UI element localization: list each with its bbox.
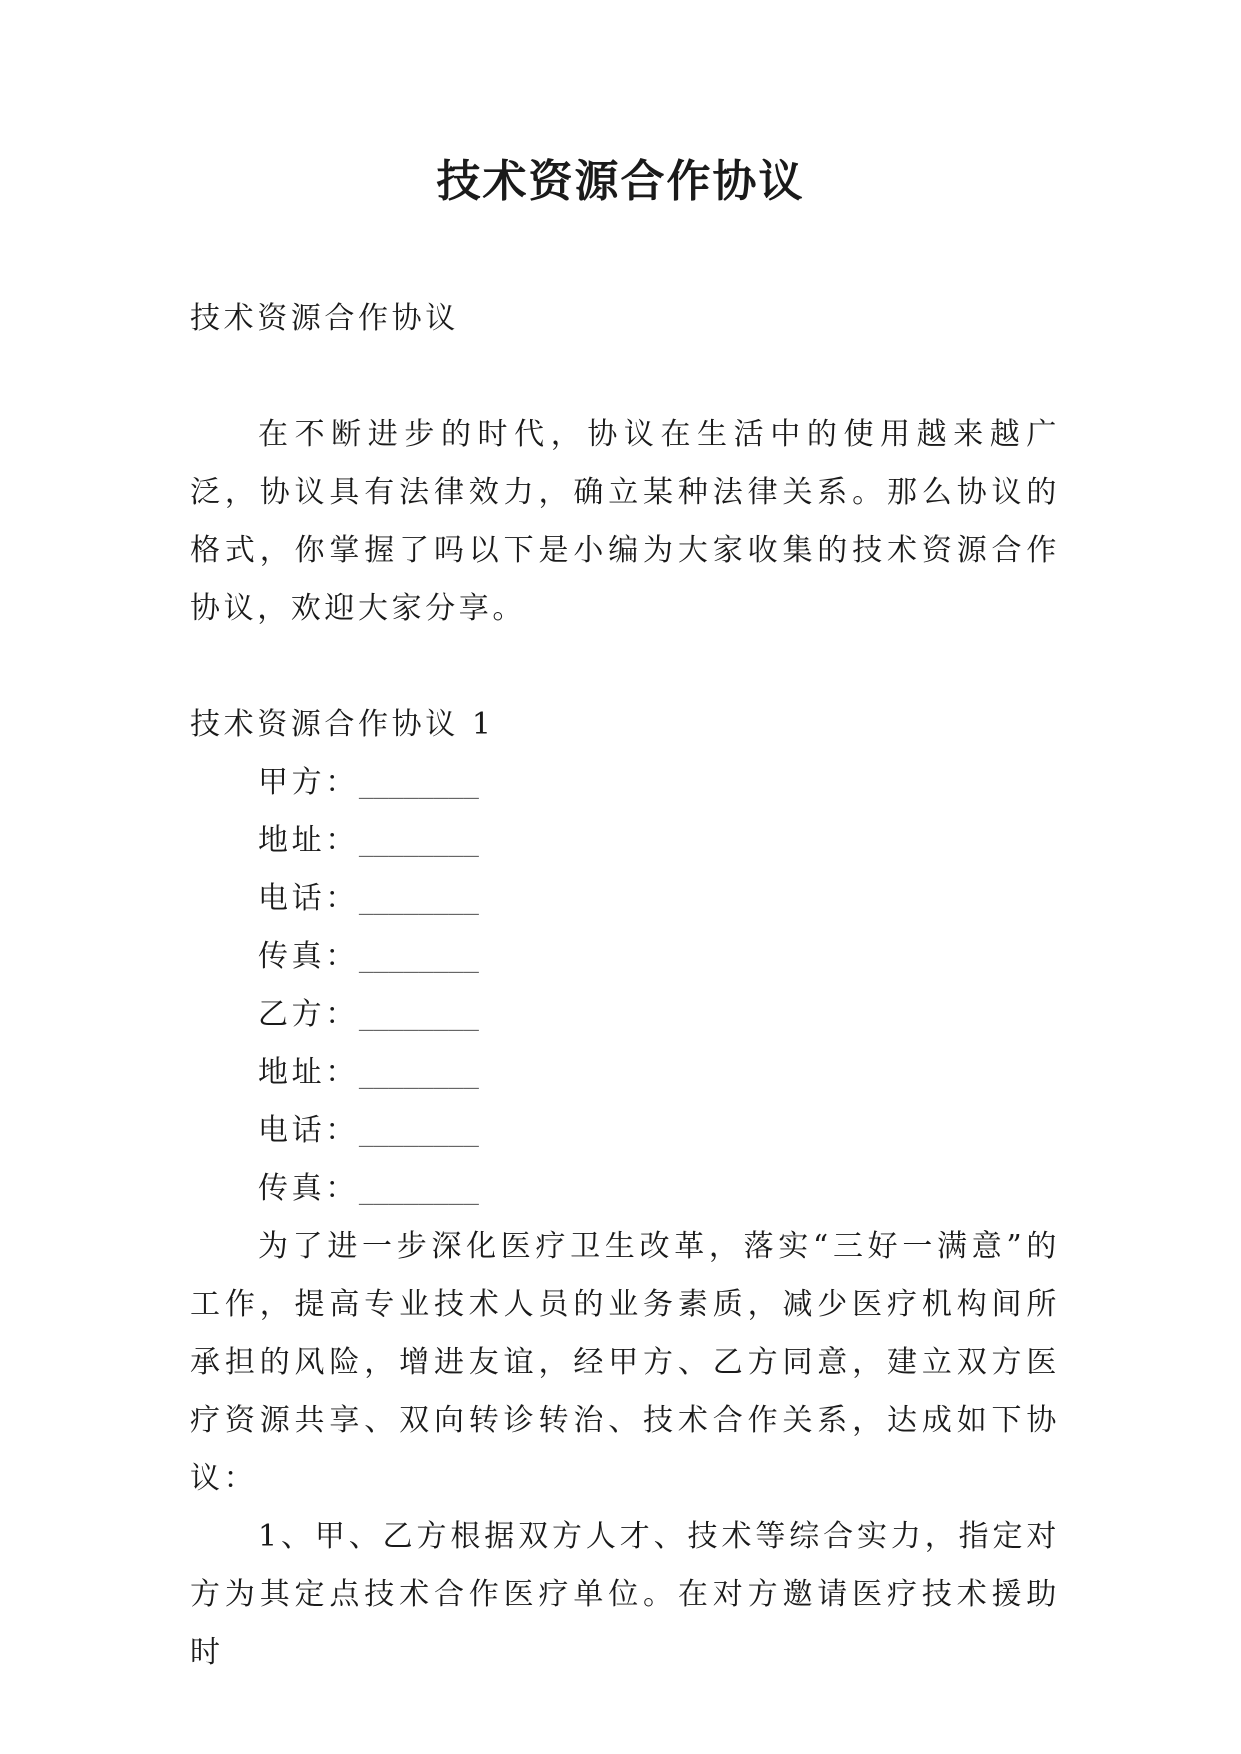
agreement-paragraph: 为了进一步深化医疗卫生改革，落实“三好一满意”的工作，提高专业技术人员的业务素质，减少医疗机构间所承担的风险，增进友谊，经甲方、乙方同意，建立双方医疗资源共享、双向转诊转治、技术合作关系，达成如下协议：	[190, 1229, 1060, 1496]
field-address-b	[190, 1044, 1060, 1102]
field-blank: ________	[358, 1171, 479, 1206]
field-blank: ________	[358, 765, 479, 800]
field-label: 传真：	[258, 1171, 359, 1206]
field-label: 地址：	[258, 823, 359, 858]
clause-1-paragraph: 1、甲、乙方根据双方人才、技术等综合实力，指定对方为其定点技术合作医疗单位。在对方邀请医疗技术援助时	[190, 1519, 1060, 1670]
field-blank: ________	[358, 881, 479, 916]
field-label: 电话：	[258, 881, 359, 916]
field-address-a	[190, 812, 1060, 870]
field-blank: ________	[358, 1113, 479, 1148]
field-phone-a	[190, 870, 1060, 928]
document-body	[190, 290, 1060, 1682]
field-fax-b	[190, 1160, 1060, 1218]
party-fields	[190, 754, 1060, 1218]
spacer	[190, 348, 1060, 406]
intro-paragraph: 在不断进步的时代，协议在生活中的使用越来越广泛，协议具有法律效力，确立某种法律关系。那么协议的格式，你掌握了吗以下是小编为大家收集的技术资源合作协议，欢迎大家分享。	[190, 417, 1060, 626]
field-party-b	[190, 986, 1060, 1044]
spacer	[190, 638, 1060, 696]
field-label: 电话：	[258, 1113, 359, 1148]
field-phone-b	[190, 1102, 1060, 1160]
field-party-a	[190, 754, 1060, 812]
field-fax-a	[190, 928, 1060, 986]
field-blank: ________	[358, 997, 479, 1032]
field-blank: ________	[358, 1055, 479, 1090]
field-blank: ________	[358, 823, 479, 858]
field-label: 传真：	[258, 939, 359, 974]
field-label: 乙方：	[258, 997, 359, 1032]
document-title: 技术资源合作协议	[436, 156, 805, 207]
field-blank: ________	[358, 939, 479, 974]
field-label: 甲方：	[258, 765, 359, 800]
field-label: 地址：	[258, 1055, 359, 1090]
section-title: 技术资源合作协议 1	[190, 707, 495, 742]
document-heading: 技术资源合作协议	[190, 301, 459, 336]
